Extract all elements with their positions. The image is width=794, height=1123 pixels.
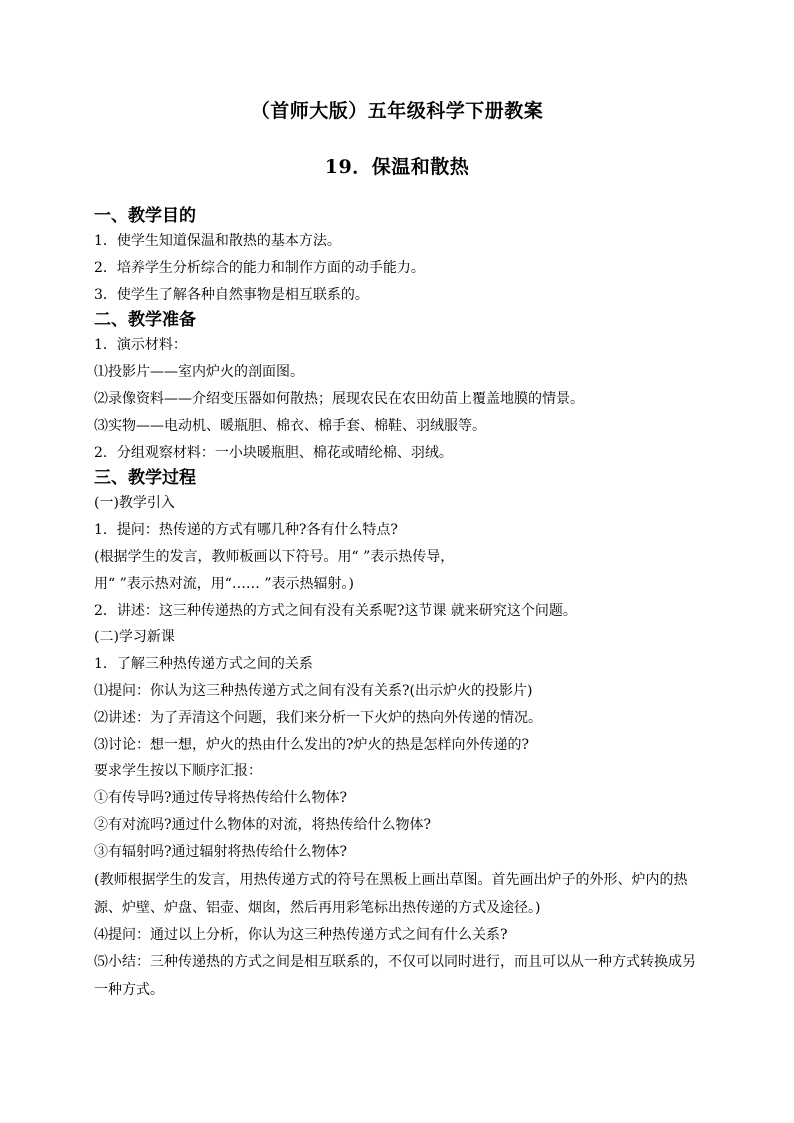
document-body [94, 204, 706, 1004]
paragraph: ①有传导吗?通过传导将热传给什么物体? [94, 790, 348, 807]
paragraph: (一)教学引入 [94, 495, 175, 512]
paragraph: ②有对流吗?通过什么物体的对流，将热传给什么物体? [94, 816, 432, 833]
paragraph: ⑴提问：你认为这三种热传递方式之间有没有关系?(出示炉火的投影片) [94, 682, 533, 699]
lesson-title: 19．保温和散热 [324, 156, 470, 178]
paragraph: 1．使学生知道保温和散热的基本方法。 [94, 233, 341, 249]
paragraph: ⑶实物——电动机、暖瓶胆、棉衣、棉手套、棉鞋、羽绒服等。 [94, 417, 486, 434]
paragraph: 2．讲述：这三种传递热的方式之间有没有关系呢?这节课 就来研究这个问题。 [94, 602, 577, 619]
paragraph: ⑷提问：通过以上分析，你认为这三种热传递方式之间有什么关系? [94, 926, 508, 943]
paragraph: ⑸小结：三种传递热的方式之间是相互联系的，不仅可以同时进行，而且可以从一种方式转换成另一种方式。 [94, 954, 696, 999]
paragraph: (教师根据学生的发言，用热传递方式的符号在黑板上画出草图。首先画出炉子的外形、炉内的热源、炉壁、炉盘、铝壶、烟囱，然后再用彩笔标出热传递的方式及途径。) [94, 871, 688, 916]
paragraph: 要求学生按以下顺序汇报： [94, 763, 262, 780]
document-title: （首师大版）五年级科学下册教案 [250, 100, 544, 122]
paragraph: ⑴投影片——室内炉火的剖面图。 [94, 364, 304, 381]
paragraph: 3．使学生了解各种自然事物是相互联系的。 [94, 286, 369, 303]
section-heading-preparation: 二、教学准备 [94, 310, 196, 331]
paragraph: 1．了解三种热传递方式之间的关系 [94, 656, 313, 673]
paragraph: ⑵讲述：为了弄清这个问题，我们来分析一下火炉的热向外传递的情况。 [94, 709, 542, 726]
section-heading-objectives: 一、教学目的 [94, 206, 196, 226]
section-heading-process: 三、教学过程 [94, 468, 196, 489]
paragraph: 1．演示材料： [94, 337, 187, 354]
paragraph: (二)学习新课 [94, 629, 175, 646]
paragraph: 2．分组观察材料：一小块暖瓶胆、棉花或晴纶棉、羽绒。 [94, 444, 453, 461]
paragraph: 1．提问：热传递的方式有哪几种?各有什么特点? [94, 522, 398, 539]
paragraph: 用“ ”表示热对流，用“…… ”表示热辐射。) [94, 575, 354, 592]
paragraph: 2．培养学生分析综合的能力和制作方面的动手能力。 [94, 259, 425, 276]
paragraph: ⑶讨论：想一想，炉火的热由什么发出的?炉火的热是怎样向外传递的? [94, 736, 530, 753]
paragraph: ⑵录像资料——介绍变压器如何散热；展现农民在农田幼苗上覆盖地膜的情景。 [94, 390, 584, 407]
paragraph: (根据学生的发言，教师板画以下符号。用“ ”表示热传导， [94, 548, 455, 565]
paragraph: ③有辐射吗?通过辐射将热传给什么物体? [94, 843, 348, 860]
